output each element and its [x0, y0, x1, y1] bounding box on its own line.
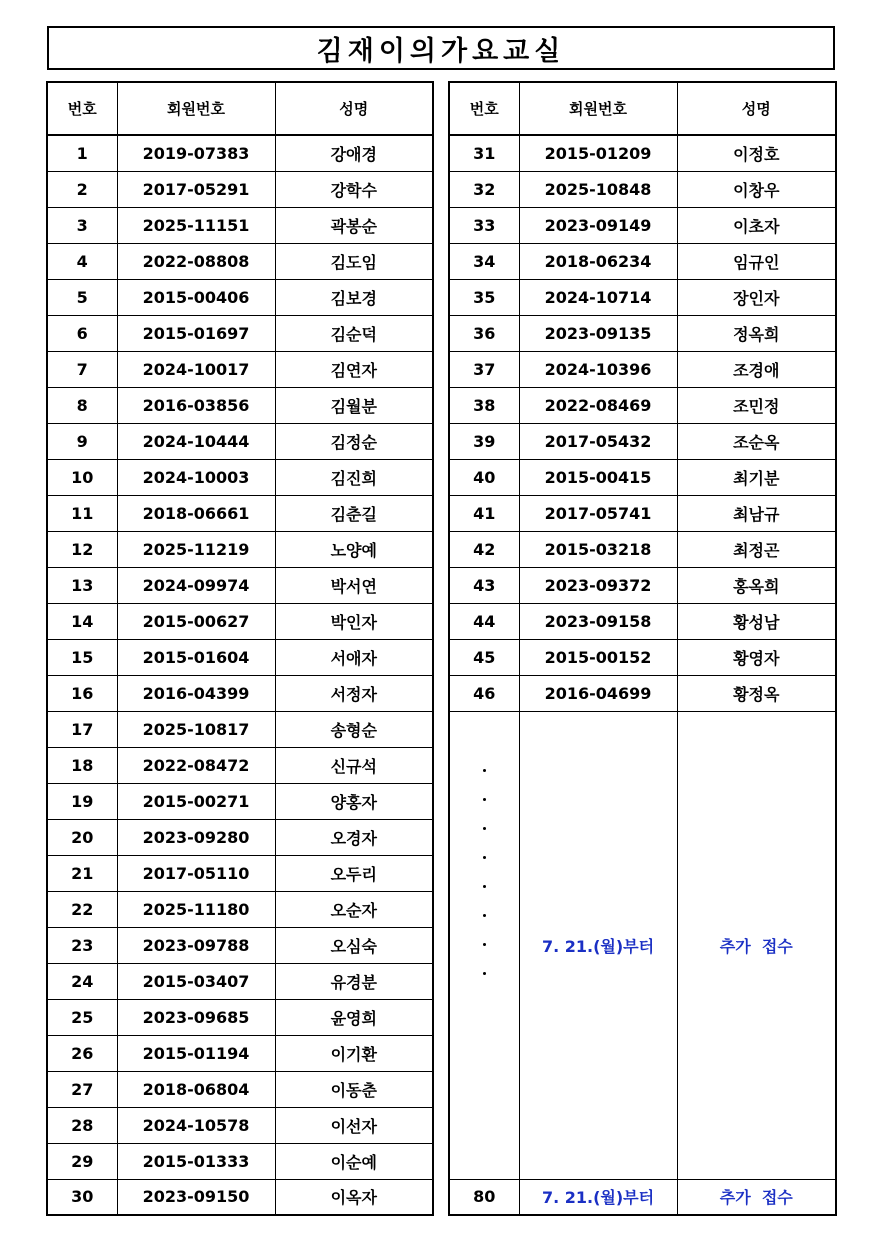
cell-name: 박서연	[275, 567, 433, 603]
cell-name: 김도임	[275, 243, 433, 279]
vertical-ellipsis-icon	[450, 712, 519, 988]
cell-no: 39	[449, 423, 519, 459]
cell-member-id: 2015-01194	[117, 1035, 275, 1071]
cell-name: 김순덕	[275, 315, 433, 351]
cell-no: 1	[47, 135, 117, 171]
table-row	[449, 459, 836, 495]
table-row	[47, 927, 433, 963]
cell-member-id: 2024-10396	[519, 351, 677, 387]
cell-member-id: 2025-11180	[117, 891, 275, 927]
table-row	[449, 135, 836, 171]
cell-member-id: 2025-11151	[117, 207, 275, 243]
cell-member-id: 2024-10017	[117, 351, 275, 387]
cell-name: 서정자	[275, 675, 433, 711]
table-row	[47, 855, 433, 891]
cell-no: 35	[449, 279, 519, 315]
table-row	[47, 135, 433, 171]
cell-no: 10	[47, 459, 117, 495]
cell-member-id: 2024-10714	[519, 279, 677, 315]
table-row	[47, 207, 433, 243]
cell-member-id: 2023-09372	[519, 567, 677, 603]
table-row	[449, 675, 836, 711]
cell-member-id: 2015-01209	[519, 135, 677, 171]
cell-member-id: 2016-03856	[117, 387, 275, 423]
cell-member-id: 2017-05110	[117, 855, 275, 891]
cell-name: 조경애	[677, 351, 836, 387]
table-row	[47, 891, 433, 927]
cell-name: 황성남	[677, 603, 836, 639]
cell-no: 37	[449, 351, 519, 387]
cell-name: 조순옥	[677, 423, 836, 459]
cell-no: 4	[47, 243, 117, 279]
cell-no: 42	[449, 531, 519, 567]
cell-member-id: 2015-00415	[519, 459, 677, 495]
table-row	[449, 243, 836, 279]
cell-notice-action: 추가 접수	[677, 1179, 836, 1215]
header-no: 번호	[449, 82, 519, 135]
cell-member-id: 2018-06804	[117, 1071, 275, 1107]
table-row	[449, 423, 836, 459]
cell-no: 41	[449, 495, 519, 531]
cell-member-id: 2016-04399	[117, 675, 275, 711]
cell-member-id: 2024-10444	[117, 423, 275, 459]
cell-no: 34	[449, 243, 519, 279]
cell-name: 장인자	[677, 279, 836, 315]
cell-member-id: 2022-08808	[117, 243, 275, 279]
cell-name: 이초자	[677, 207, 836, 243]
table-row	[449, 207, 836, 243]
cell-member-id: 2023-09150	[117, 1179, 275, 1215]
cell-no: 43	[449, 567, 519, 603]
cell-member-id: 2017-05741	[519, 495, 677, 531]
cell-name: 조민정	[677, 387, 836, 423]
table-row	[47, 747, 433, 783]
cell-name: 신규석	[275, 747, 433, 783]
table-row	[449, 387, 836, 423]
cell-no: 6	[47, 315, 117, 351]
cell-member-id: 2018-06661	[117, 495, 275, 531]
cell-no: 9	[47, 423, 117, 459]
cell-no: 17	[47, 711, 117, 747]
table-row	[47, 495, 433, 531]
cell-no: 45	[449, 639, 519, 675]
cell-member-id: 2023-09280	[117, 819, 275, 855]
cell-no: 28	[47, 1107, 117, 1143]
table-row	[47, 351, 433, 387]
table-row	[47, 999, 433, 1035]
cell-name: 양홍자	[275, 783, 433, 819]
table-row	[47, 711, 433, 747]
cell-no: 7	[47, 351, 117, 387]
cell-name: 황정옥	[677, 675, 836, 711]
roster-table-left	[46, 81, 434, 1216]
cell-no: 27	[47, 1071, 117, 1107]
cell-no: 12	[47, 531, 117, 567]
cell-member-id: 2016-04699	[519, 675, 677, 711]
table-row	[449, 279, 836, 315]
cell-name: 유경분	[275, 963, 433, 999]
header-row	[47, 82, 433, 135]
table-row-last	[449, 1179, 836, 1215]
cell-name: 윤영희	[275, 999, 433, 1035]
cell-name: 강애경	[275, 135, 433, 171]
cell-name: 박인자	[275, 603, 433, 639]
cell-name: 송형순	[275, 711, 433, 747]
cell-member-id: 2017-05432	[519, 423, 677, 459]
table-row	[47, 1179, 433, 1215]
ellipsis-cell	[449, 711, 519, 1179]
cell-name: 김진희	[275, 459, 433, 495]
table-row	[47, 423, 433, 459]
cell-name: 임규인	[677, 243, 836, 279]
cell-name: 노양예	[275, 531, 433, 567]
cell-member-id: 2018-06234	[519, 243, 677, 279]
table-row	[47, 387, 433, 423]
table-row	[47, 1107, 433, 1143]
cell-no: 30	[47, 1179, 117, 1215]
cell-member-id: 2017-05291	[117, 171, 275, 207]
cell-no: 16	[47, 675, 117, 711]
cell-no: 36	[449, 315, 519, 351]
cell-no: 32	[449, 171, 519, 207]
header-member-id: 회원번호	[519, 82, 677, 135]
cell-name: 서애자	[275, 639, 433, 675]
notice-date: 7. 21.(월)부터	[519, 711, 677, 1179]
cell-member-id: 2025-11219	[117, 531, 275, 567]
cell-name: 정옥희	[677, 315, 836, 351]
header-name: 성명	[275, 82, 433, 135]
cell-no: 80	[449, 1179, 519, 1215]
cell-member-id: 2023-09135	[519, 315, 677, 351]
table-row	[47, 531, 433, 567]
cell-member-id: 2023-09158	[519, 603, 677, 639]
cell-no: 25	[47, 999, 117, 1035]
cell-no: 40	[449, 459, 519, 495]
cell-no: 33	[449, 207, 519, 243]
table-row	[449, 603, 836, 639]
cell-no: 31	[449, 135, 519, 171]
table-row	[47, 243, 433, 279]
roster-table-right	[448, 81, 837, 1216]
table-row	[449, 495, 836, 531]
header-no: 번호	[47, 82, 117, 135]
cell-no: 29	[47, 1143, 117, 1179]
table-row	[47, 963, 433, 999]
notice-action: 추가 접수	[677, 711, 836, 1179]
cell-member-id: 2022-08472	[117, 747, 275, 783]
cell-member-id: 2015-00406	[117, 279, 275, 315]
cell-no: 23	[47, 927, 117, 963]
cell-name: 이순예	[275, 1143, 433, 1179]
table-row	[47, 1071, 433, 1107]
cell-no: 24	[47, 963, 117, 999]
table-row	[47, 1035, 433, 1071]
cell-member-id: 2015-01604	[117, 639, 275, 675]
table-row	[449, 639, 836, 675]
table-row	[47, 171, 433, 207]
cell-member-id: 2024-10578	[117, 1107, 275, 1143]
cell-member-id: 2023-09788	[117, 927, 275, 963]
cell-no: 14	[47, 603, 117, 639]
cell-name: 김춘길	[275, 495, 433, 531]
cell-name: 김연자	[275, 351, 433, 387]
table-row	[449, 531, 836, 567]
cell-member-id: 2015-03407	[117, 963, 275, 999]
table-row	[47, 603, 433, 639]
table-row	[449, 567, 836, 603]
cell-no: 15	[47, 639, 117, 675]
title-box	[47, 26, 835, 70]
cell-no: 18	[47, 747, 117, 783]
table-row	[47, 675, 433, 711]
notice-row	[449, 711, 836, 1179]
cell-member-id: 2015-00152	[519, 639, 677, 675]
header-row	[449, 82, 836, 135]
cell-member-id: 2015-01697	[117, 315, 275, 351]
page-title: 김재이의가요교실	[316, 35, 566, 67]
cell-name: 최기분	[677, 459, 836, 495]
cell-member-id: 2022-08469	[519, 387, 677, 423]
table-row	[47, 459, 433, 495]
cell-no: 3	[47, 207, 117, 243]
cell-name: 김보경	[275, 279, 433, 315]
cell-name: 김정순	[275, 423, 433, 459]
cell-no: 8	[47, 387, 117, 423]
cell-no: 2	[47, 171, 117, 207]
cell-name: 이선자	[275, 1107, 433, 1143]
cell-name: 오두리	[275, 855, 433, 891]
cell-name: 이정호	[677, 135, 836, 171]
cell-name: 김월분	[275, 387, 433, 423]
cell-no: 13	[47, 567, 117, 603]
cell-name: 오경자	[275, 819, 433, 855]
cell-name: 홍옥희	[677, 567, 836, 603]
cell-member-id: 2015-00271	[117, 783, 275, 819]
table-row	[47, 783, 433, 819]
cell-name: 황영자	[677, 639, 836, 675]
cell-no: 26	[47, 1035, 117, 1071]
table-row	[47, 1143, 433, 1179]
cell-member-id: 2023-09685	[117, 999, 275, 1035]
cell-no: 22	[47, 891, 117, 927]
cell-member-id: 2024-10003	[117, 459, 275, 495]
cell-member-id: 2025-10848	[519, 171, 677, 207]
cell-no: 11	[47, 495, 117, 531]
cell-member-id: 2019-07383	[117, 135, 275, 171]
cell-name: 이옥자	[275, 1179, 433, 1215]
cell-member-id: 2015-00627	[117, 603, 275, 639]
table-row	[47, 639, 433, 675]
cell-no: 38	[449, 387, 519, 423]
cell-name: 오순자	[275, 891, 433, 927]
table-row	[47, 819, 433, 855]
header-name: 성명	[677, 82, 836, 135]
cell-name: 곽봉순	[275, 207, 433, 243]
table-row	[47, 279, 433, 315]
cell-name: 이동춘	[275, 1071, 433, 1107]
cell-no: 46	[449, 675, 519, 711]
table-row	[449, 171, 836, 207]
table-row	[47, 567, 433, 603]
header-member-id: 회원번호	[117, 82, 275, 135]
table-row	[47, 315, 433, 351]
cell-name: 최정곤	[677, 531, 836, 567]
cell-name: 이기환	[275, 1035, 433, 1071]
cell-member-id: 2025-10817	[117, 711, 275, 747]
cell-no: 5	[47, 279, 117, 315]
cell-no: 44	[449, 603, 519, 639]
cell-name: 강학수	[275, 171, 433, 207]
cell-name: 최남규	[677, 495, 836, 531]
cell-no: 20	[47, 819, 117, 855]
table-row	[449, 351, 836, 387]
cell-no: 19	[47, 783, 117, 819]
cell-name: 이창우	[677, 171, 836, 207]
table-row	[449, 315, 836, 351]
cell-notice-date: 7. 21.(월)부터	[519, 1179, 677, 1215]
cell-name: 오심숙	[275, 927, 433, 963]
cell-member-id: 2023-09149	[519, 207, 677, 243]
cell-member-id: 2024-09974	[117, 567, 275, 603]
cell-member-id: 2015-03218	[519, 531, 677, 567]
cell-member-id: 2015-01333	[117, 1143, 275, 1179]
cell-no: 21	[47, 855, 117, 891]
